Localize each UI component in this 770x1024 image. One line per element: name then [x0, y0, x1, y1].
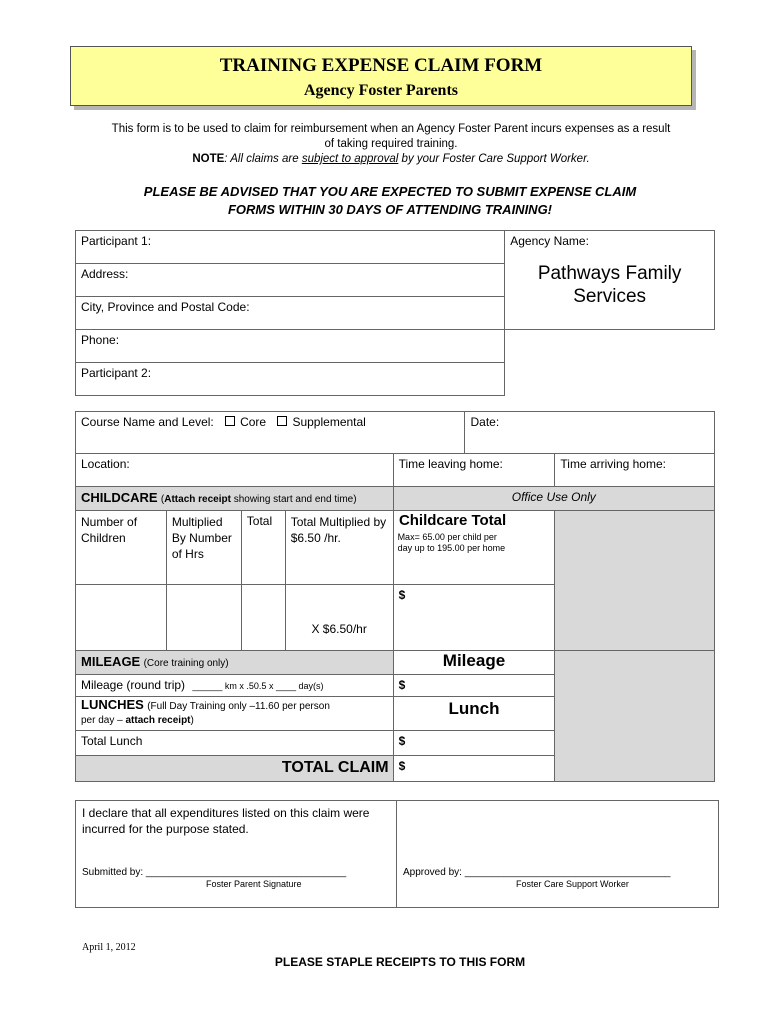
lunch-amount[interactable]	[393, 731, 555, 756]
participant-1-field[interactable]	[76, 231, 505, 264]
childcare-max-note: Max= 65.00 per child per day up to 195.00 per home	[397, 532, 506, 553]
mileage-label: Mileage	[393, 651, 555, 675]
form-title-box	[70, 46, 692, 106]
course-label: Course Name and Level:	[81, 415, 214, 429]
childcare-dollar: $	[398, 588, 406, 602]
mileage-dollar: $	[398, 678, 406, 692]
empty-cell	[505, 330, 715, 363]
intro-text	[80, 122, 702, 167]
total-input[interactable]	[241, 585, 285, 651]
address-label: Address:	[81, 267, 129, 281]
total-lunch-cell[interactable]	[76, 731, 394, 756]
empty-cell	[505, 363, 715, 396]
participant-table	[75, 230, 715, 396]
col-total-multiplied: Total Multiplied by $6.50 /hr.	[285, 511, 393, 585]
advisory-line-1: PLEASE BE ADVISED THAT YOU ARE EXPECTED TO SUBMIT EXPENSE CLAIM	[143, 184, 637, 199]
lunches-sub2-pre: per day –	[81, 715, 126, 726]
city-label: City, Province and Postal Code:	[81, 300, 250, 314]
location-field[interactable]	[76, 454, 394, 487]
note-pre: : All claims are	[224, 153, 302, 165]
round-trip-label: Mileage (round trip)	[81, 678, 186, 692]
date-field[interactable]	[465, 412, 715, 454]
childcare-total-cell	[393, 511, 555, 585]
total-claim-label: TOTAL CLAIM	[76, 756, 394, 782]
note-label: NOTE	[192, 153, 225, 165]
support-worker-label: Foster Care Support Worker	[516, 879, 629, 889]
office-use-header	[393, 487, 714, 511]
total-claim-amount[interactable]	[393, 756, 555, 782]
rate-label: X $6.50/hr	[311, 622, 367, 636]
col-total: Total	[241, 511, 285, 585]
childcare-title: CHILDCARE	[81, 490, 158, 505]
mileage-round-trip-cell[interactable]	[76, 675, 394, 697]
total-lunch-label: Total Lunch	[81, 734, 143, 748]
lunches-subtitle: (Full Day Training only –11.60 per person	[147, 701, 330, 712]
note-post: by your Foster Care Support Worker.	[398, 153, 590, 165]
location-label: Location:	[81, 457, 130, 471]
childcare-header: CHILDCARE (Attach receipt showing start and end time)	[76, 487, 394, 511]
time-leaving-field[interactable]	[393, 454, 555, 487]
checkbox-supplemental[interactable]	[277, 416, 287, 426]
address-field[interactable]	[76, 264, 505, 297]
hours-input[interactable]	[166, 585, 241, 651]
agency-name-value: Pathways Family Services	[537, 263, 682, 307]
staple-receipts-message: PLEASE STAPLE RECEIPTS TO THIS FORM	[274, 955, 526, 969]
rate-cell	[285, 585, 393, 651]
declaration-left	[76, 801, 397, 907]
city-field[interactable]	[76, 297, 505, 330]
mileage-header	[76, 651, 394, 675]
childcare-attach-rest: showing start and end time)	[230, 494, 357, 505]
participant-2-field[interactable]	[76, 363, 505, 396]
agency-name-label: Agency Name:	[510, 234, 589, 248]
advisory-line-2: FORMS WITHIN 30 DAYS OF ATTENDING TRAINING!	[227, 202, 553, 217]
date-label: Date:	[470, 415, 500, 429]
agency-name-cell	[505, 231, 715, 330]
lunches-header	[76, 697, 394, 731]
submitted-by-field[interactable]: Submitted by: ____________________________________	[82, 867, 347, 878]
declaration-text: I declare that all expenditures listed on this claim were incurred for the purpose stated.	[82, 806, 370, 836]
intro-note	[80, 152, 702, 167]
col-number-children: Number of Children	[76, 511, 167, 585]
mileage-calc: ______ km x .50.5 x ____ day(s)	[192, 681, 324, 691]
footer-date: April 1, 2012	[82, 942, 136, 953]
form-title: TRAINING EXPENSE CLAIM FORM	[219, 55, 543, 76]
declaration-box	[75, 800, 719, 908]
course-name-field[interactable]	[76, 412, 465, 454]
phone-label: Phone:	[81, 333, 120, 347]
number-children-input[interactable]	[76, 585, 167, 651]
form-subtitle: Agency Foster Parents	[303, 82, 459, 99]
checkbox-core[interactable]	[225, 416, 235, 426]
mileage-title: MILEAGE	[81, 654, 141, 669]
expense-table	[75, 411, 715, 782]
col-multiplied: Multiplied By Number of Hrs	[166, 511, 241, 585]
participant-2-label: Participant 2:	[81, 366, 152, 380]
note-underline: subject to approval	[301, 153, 399, 165]
office-use-lower	[555, 651, 715, 782]
total-dollar: $	[398, 759, 406, 773]
childcare-total-label: Childcare Total	[398, 512, 507, 529]
mileage-amount[interactable]	[393, 675, 555, 697]
core-label: Core	[240, 415, 267, 429]
foster-parent-signature-label: Foster Parent Signature	[206, 879, 302, 889]
childcare-amount[interactable]	[393, 585, 555, 651]
office-use-childcare	[555, 511, 715, 651]
supplemental-label: Supplemental	[292, 415, 366, 429]
intro-line-2: of taking required training.	[324, 138, 458, 150]
lunch-label: Lunch	[393, 697, 555, 731]
approved-by-field[interactable]: Approved by: _____________________________________	[403, 867, 671, 878]
office-use-label: Office Use Only	[511, 490, 596, 504]
lunches-sub2-post: )	[190, 715, 194, 726]
lunches-title: LUNCHES	[81, 697, 144, 712]
time-arriving-label: Time arriving home:	[560, 457, 666, 471]
lunch-dollar: $	[398, 734, 406, 748]
time-leaving-label: Time leaving home:	[398, 457, 503, 471]
advisory	[90, 183, 690, 219]
childcare-attach-bold: Attach receipt	[164, 494, 231, 505]
intro-line-1: This form is to be used to claim for reimbursement when an Agency Foster Parent incurs expenses as a result	[111, 123, 671, 135]
participant-1-label: Participant 1:	[81, 234, 152, 248]
lunches-sub2-bold: attach receipt	[125, 715, 191, 726]
time-arriving-field[interactable]	[555, 454, 715, 487]
phone-field[interactable]	[76, 330, 505, 363]
mileage-subtitle: (Core training only)	[143, 658, 229, 669]
